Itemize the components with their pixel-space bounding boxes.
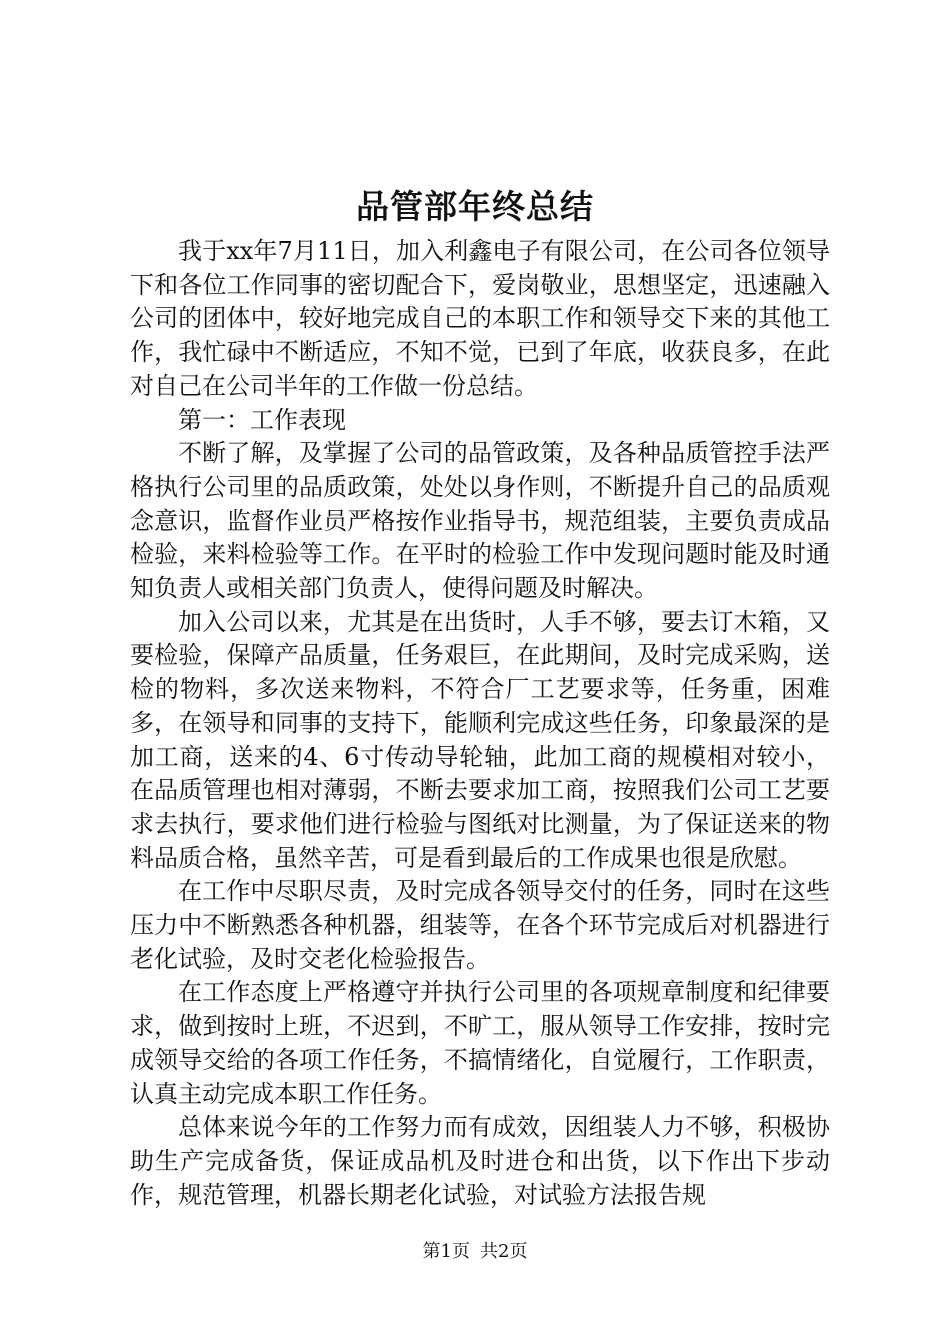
section-heading: 第一：工作表现 <box>178 405 346 434</box>
document-title: 品管部年终总结 <box>356 187 594 226</box>
paragraph-intro: 我于xx年7月11日，加入利鑫电子有限公司，在公司各位领导下和各位工作同事的密切配合下，爱岗敬业，思想坚定，迅速融入公司的团体中，较好地完成自己的本职工作和领导交下来的其他工作，我忙碌中不断适应，不知不觉，已到了年底，收获良多，在此对自己在公司半年的工作做一份总结。 <box>130 237 830 400</box>
paragraph-quality-policy: 不断了解，及掌握了公司的品管政策，及各种品质管控手法严格执行公司里的品质政策，处处以身作则，不断提升自己的品质观念意识，监督作业员严格按作业指导书，规范组装，主要负责成品检验，来料检验等工作。在平时的检验工作中发现问题时能及时通知负责人或相关部门负责人，使得问题及时解决。 <box>130 439 830 603</box>
paragraph-summary: 总体来说今年的工作努力而有成效，因组装人力不够，积极协助生产完成备货，保证成品机及时进仓和出货，以下作出下步动作，规范管理，机器长期老化试验，对试验方法报告规 <box>130 1113 830 1209</box>
document-body <box>130 235 830 1212</box>
paragraph-attitude: 在工作态度上严格遵守并执行公司里的各项规章制度和纪律要求，做到按时上班，不迟到，不旷工，服从领导工作安排，按时完成领导交给的各项工作任务，不搞情绪化，自觉履行，工作职责，认真主动完成本职工作任务。 <box>130 978 830 1108</box>
page-total: 共2页 <box>480 1241 528 1262</box>
page-number: 第1页 <box>422 1241 470 1262</box>
page-footer <box>0 1240 950 1264</box>
paragraph-shipping: 加入公司以来，尤其是在出货时，人手不够，要去订木箱，又要检验，保障产品质量，任务艰巨，在此期间，及时完成采购，送检的物料，多次送来物料，不符合厂工艺要求等，任务重，困难多，在领导和同事的支持下，能顺利完成这些任务，印象最深的是加工商，送来的4、6寸传动导轮轴，此加工商的规模相对较小，在品质管理也相对薄弱，不断去要求加工商，按照我们公司工艺要求去执行，要求他们进行检验与图纸对比测量，为了保证送来的物料品质合格，虽然辛苦，可是看到最后的工作成果也很是欣慰。 <box>130 607 830 872</box>
paragraph-duties: 在工作中尽职尽责，及时完成各领导交付的任务，同时在这些压力中不断熟悉各种机器，组装等，在各个环节完成后对机器进行老化试验，及时交老化检验报告。 <box>130 877 830 973</box>
